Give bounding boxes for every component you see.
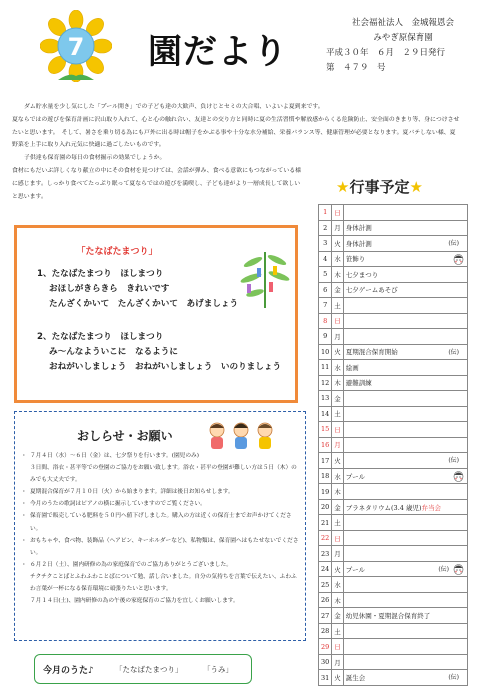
schedule-row (319, 375, 468, 391)
schedule-event (343, 406, 467, 422)
schedule-weekday: 月 (332, 546, 344, 562)
notice-line: ・ 夏期混合保育が７月１０日（火）から始まります。詳細は後日お知らせします。 (30, 489, 234, 496)
schedule-row (319, 267, 468, 283)
notice-line: ・ 保育園で販売している肥料を５０円へ値下げしました。購入の方は近くの保育士までお声かけてください。 (30, 513, 292, 532)
schedule-weekday: 水 (332, 360, 344, 376)
schedule-day: 20 (319, 499, 332, 515)
notice-title: おしらせ・お願い (77, 429, 173, 443)
schedule-event (343, 251, 467, 267)
schedule-weekday: 水 (332, 251, 344, 267)
intro-paragraph: ダム貯水量を少し気にした「プール開き」での子ども達の大歓声、負けじとセミの大合唱、いよいよ夏到来です。 (24, 104, 324, 110)
schedule-row (319, 282, 468, 298)
page-title: 園だより (148, 32, 288, 72)
schedule-row (319, 313, 468, 329)
schedule-weekday: 土 (332, 515, 344, 531)
schedule-day: 30 (319, 654, 332, 670)
schedule-weekday: 日 (332, 313, 344, 329)
song-verse-2 (37, 330, 281, 375)
month-song-title: 「たなばたまつり」 (115, 665, 183, 674)
notice-item (21, 486, 299, 498)
schedule-event-text: 絵画 (345, 363, 359, 372)
schedule-event (343, 344, 467, 360)
schedule-event-text: プール (345, 565, 365, 574)
notice-box (14, 411, 306, 641)
song-line: たんざくかいて たんざくかいて あげましょう (49, 299, 239, 309)
schedule-event (343, 484, 467, 500)
schedule-weekday: 火 (332, 453, 344, 469)
schedule-event-extra: 弁当会 (421, 503, 441, 512)
org-name: 社会福祉法人 金城報恩会 (351, 18, 454, 28)
child-face-icon (453, 470, 464, 482)
schedule-event (343, 329, 467, 345)
schedule-event (343, 670, 467, 686)
schedule-event (343, 313, 467, 329)
schedule-event (343, 499, 467, 515)
schedule-day: 13 (319, 391, 332, 407)
schedule-weekday: 金 (332, 499, 344, 515)
child-face-icon (453, 253, 464, 265)
schedule-table (318, 204, 468, 686)
schedule-day: 4 (319, 251, 332, 267)
schedule-weekday: 火 (332, 670, 344, 686)
schedule-row (319, 344, 468, 360)
schedule-day: 2 (319, 220, 332, 236)
schedule-day: 11 (319, 360, 332, 376)
schedule-row (319, 670, 468, 686)
month-song-title: 「うみ」 (203, 665, 233, 674)
schedule-mark: (伝) (448, 348, 459, 356)
schedule-day: 24 (319, 561, 332, 577)
schedule-day: 27 (319, 608, 332, 624)
schedule-event (343, 577, 467, 593)
schedule-day: 18 (319, 468, 332, 484)
schedule-weekday: 水 (332, 577, 344, 593)
notice-line: チクチクことばとふわふわことばについて勉、話し合いました。自分の気持ちを言葉で伝えたい、ふわふわ言葉が一杯になる保育環境に頑張りたいと思います。 (30, 573, 297, 593)
schedule-event (343, 220, 467, 236)
schedule-title-text: 行事予定 (349, 178, 410, 196)
notice-item (21, 510, 299, 534)
schedule-weekday: 日 (332, 205, 344, 221)
schedule-row (319, 236, 468, 252)
schedule-row (319, 530, 468, 546)
schedule-event (343, 530, 467, 546)
schedule-mark: (伝) (448, 457, 459, 465)
notice-line: ・ ７月４日（水）～６日（金）は、七夕祭りを行います。(園児のみ) (30, 453, 199, 459)
schedule-weekday: 木 (332, 592, 344, 608)
schedule-day: 12 (319, 375, 332, 391)
notice-line: ７月１４日(土)、園内研修の為の午後の家庭保育のご協力を宜しくお願いします。 (30, 598, 239, 605)
notice-item (21, 498, 299, 510)
schedule-day: 25 (319, 577, 332, 593)
schedule-row (319, 251, 468, 267)
schedule-day: 28 (319, 623, 332, 639)
schedule-weekday: 木 (332, 375, 344, 391)
schedule-weekday: 日 (332, 530, 344, 546)
schedule-event (343, 391, 467, 407)
children-icon (205, 418, 277, 452)
schedule-day: 19 (319, 484, 332, 500)
schedule-weekday: 木 (332, 484, 344, 500)
notice-line: ・ 今月のうたの歌詞はピアノの横に掘示していますのでご覧ください。 (30, 501, 206, 508)
song-line: み～んなよういこに なるように (49, 347, 178, 357)
schedule-event-text: 七夕まつり (345, 270, 379, 279)
schedule-weekday: 日 (332, 639, 344, 655)
schedule-row (319, 391, 468, 407)
schedule-day: 17 (319, 453, 332, 469)
schedule-day: 21 (319, 515, 332, 531)
schedule-mark: (伝) (438, 565, 449, 573)
schedule-day: 10 (319, 344, 332, 360)
schedule-row (319, 329, 468, 345)
schedule-weekday: 土 (332, 406, 344, 422)
schedule-weekday: 月 (332, 437, 344, 453)
schedule-event-text: 身体計測 (345, 224, 372, 233)
schedule-event (343, 375, 467, 391)
schedule-day: 22 (319, 530, 332, 546)
schedule-day: 1 (319, 205, 332, 221)
schedule-row (319, 406, 468, 422)
schedule-row (319, 499, 468, 515)
schedule-row (319, 592, 468, 608)
schedule-event-text: 避難訓練 (345, 379, 372, 388)
schedule-row (319, 220, 468, 236)
schedule-event (343, 437, 467, 453)
schedule-event-text: 誕生会 (345, 674, 366, 683)
schedule-weekday: 火 (332, 236, 344, 252)
intro-paragraph: 食材にもだいぶ詳しくなり献立の中にその食材を見つけては、会話が弾み、食べる意欲にもつながっている様に感じます。しっかり食べてたっぷり眠って夏ならではの遊びを満喫し、子ども達がより一層成長して欲しいと思います。 (12, 167, 301, 200)
schedule-event (343, 623, 467, 639)
schedule-day: 23 (319, 546, 332, 562)
schedule-day: 5 (319, 267, 332, 283)
schedule-row (319, 453, 468, 469)
schedule-weekday: 土 (332, 298, 344, 314)
notice-item (21, 535, 299, 559)
star-icon: ★ (409, 178, 423, 196)
schedule-row (319, 468, 468, 484)
schedule-event (343, 546, 467, 562)
schedule-weekday: 金 (332, 282, 344, 298)
star-icon: ★ (336, 178, 350, 196)
schedule-event (343, 298, 467, 314)
schedule-event (343, 453, 467, 469)
schedule-event-text: 笹飾り (345, 255, 366, 264)
schedule-mark: (伝) (448, 674, 459, 682)
publish-date: 平成３０年 ６月 ２９日発行 (326, 48, 446, 58)
song-line: 1、たなばたまつり ほしまつり (37, 269, 164, 279)
schedule-row (319, 484, 468, 500)
publisher-block (318, 16, 488, 76)
month-song-label: 今月のうた♪ (43, 666, 94, 676)
schedule-row (319, 561, 468, 577)
issue-number: 7 (67, 33, 85, 61)
schedule-title (336, 176, 423, 197)
schedule-weekday: 火 (332, 344, 344, 360)
schedule-event (343, 205, 467, 221)
schedule-event-text: プール (345, 472, 365, 481)
school-name: みやぎ原保育園 (373, 33, 433, 43)
schedule-event (343, 360, 467, 376)
schedule-day: 29 (319, 639, 332, 655)
intro-paragraph: 夏ならではの遊びを保育計画に沢山取り入れて、心と心の触れ合い、友達との交り方と同時に夏の生活習慣や解放感からくる危険防止、安全面のきまり等、身につけさせたいと思います。 そして、暑さを乗り切る為にも戸外に出る時は帽子をかぶる事や十分な水分補給、栄養バランス等、健康管理が必要となります。夏バテしない様、夏野菜を上手に取り入れ元気に快適に過ごしたいものです。 (12, 116, 460, 149)
schedule-day: 15 (319, 422, 332, 438)
schedule-event (343, 267, 467, 283)
schedule-event (343, 468, 467, 484)
schedule-event-text: 夏期混合保育開始 (345, 348, 398, 357)
schedule-weekday: 木 (332, 267, 344, 283)
schedule-day: 6 (319, 282, 332, 298)
schedule-row (319, 577, 468, 593)
song-line: 2、たなばたまつり ほしまつり (37, 332, 164, 342)
schedule-event (343, 236, 467, 252)
song-line: おほしがきらきら きれいです (49, 284, 170, 294)
schedule-weekday: 金 (332, 391, 344, 407)
schedule-day: 8 (319, 313, 332, 329)
notice-line: ・ ６月２日（土）、園内研修の為の家庭保育でのご協力ありがとうございました。 (30, 561, 232, 568)
schedule-row (319, 437, 468, 453)
schedule-row (319, 205, 468, 221)
schedule-event-text: ブラネタリウム(3.4 歳児) (345, 503, 422, 512)
schedule-row (319, 298, 468, 314)
sunflower-icon (40, 10, 112, 82)
schedule-event-text: 幼児休園・夏期混合保育終了 (345, 612, 431, 621)
notice-line: ・ おもちゃや、食べ物、装飾品（ヘアピン、キーホルダーなど)、私物類は、保育園へはもたせないでください。 (30, 537, 299, 556)
schedule-event (343, 282, 467, 298)
intro-paragraph: 子供達も保育園の毎日の食材掘示の効果でしょうか。 (24, 155, 166, 162)
schedule-weekday: 水 (332, 468, 344, 484)
schedule-event (343, 561, 467, 577)
schedule-weekday: 月 (332, 329, 344, 345)
schedule-row (319, 422, 468, 438)
schedule-weekday: 月 (332, 220, 344, 236)
schedule-event (343, 592, 467, 608)
schedule-row (319, 608, 468, 624)
schedule-day: 3 (319, 236, 332, 252)
song-line: おねがいしましょう おねがいしましょう いのりましょう (49, 362, 282, 372)
schedule-event-text: 身体計測 (345, 239, 372, 248)
notice-line: ３日間、浴衣・甚平等での登園のご協力をお願い致します。浴衣・甚平の登園が難しい方は５日（木）のみでも大丈夫です。 (30, 465, 297, 484)
tanabata-song-box (14, 225, 298, 403)
schedule-row (319, 623, 468, 639)
schedule-row (319, 639, 468, 655)
schedule-weekday: 月 (332, 654, 344, 670)
schedule-event (343, 515, 467, 531)
schedule-event (343, 654, 467, 670)
schedule-event (343, 639, 467, 655)
schedule-weekday: 土 (332, 623, 344, 639)
schedule-weekday: 日 (332, 422, 344, 438)
notice-list (21, 450, 299, 607)
notice-item (21, 559, 299, 607)
schedule-event (343, 608, 467, 624)
tanabata-title: 「たなばたまつり」 (76, 247, 158, 257)
schedule-day: 16 (319, 437, 332, 453)
child-face-icon (453, 563, 464, 575)
notice-item (21, 450, 299, 486)
schedule-row (319, 546, 468, 562)
schedule-day: 31 (319, 670, 332, 686)
schedule-day: 14 (319, 406, 332, 422)
month-song-box (34, 654, 252, 684)
schedule-row (319, 515, 468, 531)
schedule-mark: (伝) (448, 240, 459, 248)
song-verse-1 (37, 267, 238, 312)
schedule-event (343, 422, 467, 438)
schedule-row (319, 360, 468, 376)
issue-line: 第 ４７９ 号 (326, 63, 386, 73)
schedule-day: 9 (319, 329, 332, 345)
schedule-weekday: 火 (332, 561, 344, 577)
schedule-day: 7 (319, 298, 332, 314)
bamboo-icon (239, 248, 291, 310)
schedule-weekday: 金 (332, 608, 344, 624)
schedule-day: 26 (319, 592, 332, 608)
schedule-event-text: 七夕ゲームあそび (345, 286, 398, 295)
schedule-row (319, 654, 468, 670)
